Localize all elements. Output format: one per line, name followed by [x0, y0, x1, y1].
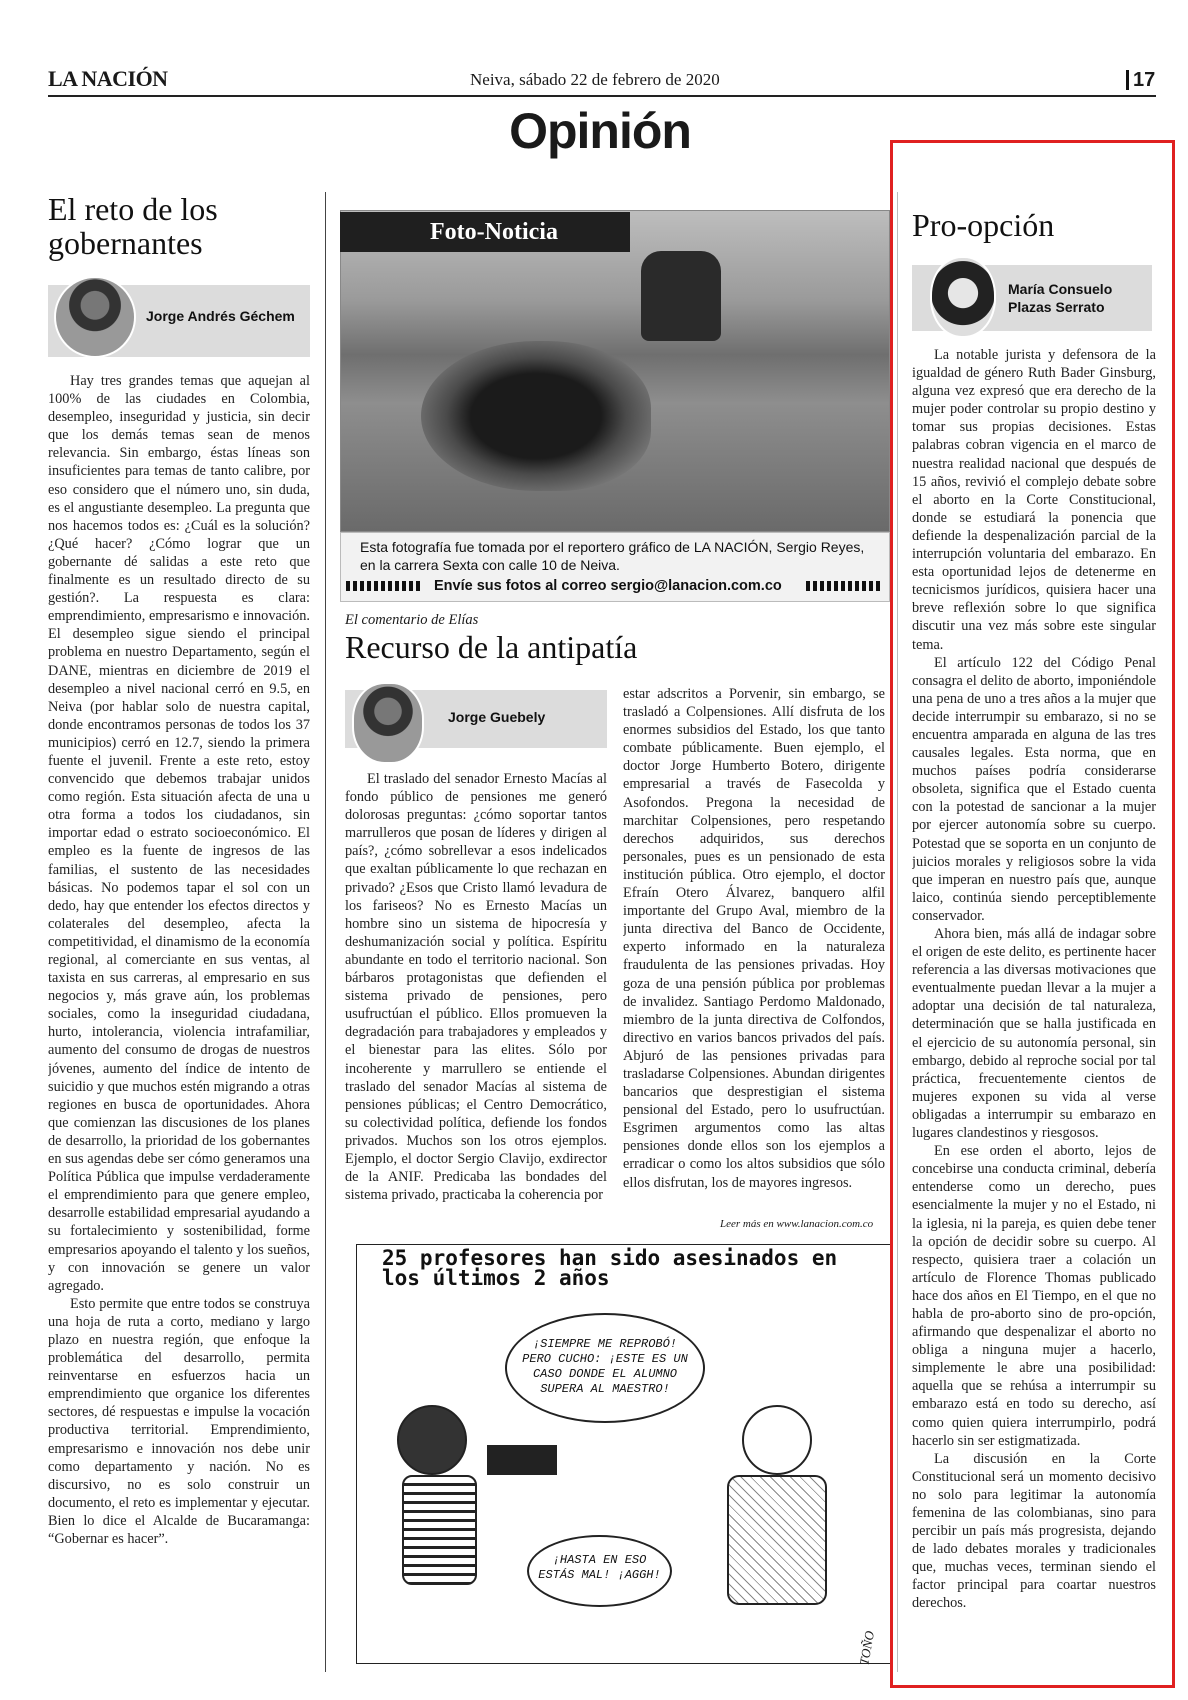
right-paragraph-4: En ese orden el aborto, lejos de concebirse una conducta criminal, debería entenderse como un derecho, pues esencialmente la mujer y no el Estado, ni la iglesia, ni la pareja, es quien debe tener la opción de decidir sobre su cuerpo. Al respecto, quisiera traer a colación un artículo de Florence Thomas publicado hace dos años en El Tiempo, en el que no habla de pro-aborto sino de pro-opción, afirmando que despenalizar el aborto no obliga a ninguna mujer a hacerlo, simplemente le abre una posibilidad: aquella que se rehúsa a interrumpir su embarazo está en todo su derecho, así como quien quiera interrumpirlo, podrá hacerlo sin ser estigmatizada.	[912, 1143, 1156, 1449]
red-highlight-frame	[890, 140, 1175, 1688]
middle-article-col2: estar adscritos a Porvenir, sin embargo, se trasladó a Colpensiones. Allí disfruta de los enormes subsidios del Estado, los que tanto combate públicamente. Buen ejemplo, el doctor Jorge Humberto Botero, dirigente empresarial a través de Fasecolda y Asofondos. Pregona la necesidad de marchitar Colpensiones, pero respetando derechos adquiridos, sus derechos personales, pues es un pensionado de esta institución pública. Otro ejemplo, el doctor Efraín Otero Álvarez, banquero alfil importante del Grupo Aval, miembro de la junta directiva del Banco de Occidente, experto informado en la naturaleza fraudulenta de las pensiones privadas. Hoy goza de una pensión pública por problemas de invalidez. Santiago Perdomo Maldonado, miembro de la junta directiva de Colfondos, directivo en varios bancos privados del país. Abjuró de las pensiones privadas para trasladarse Colpensiones. Abundan dirigentes bancarios que desprestigian el sistema pensional del Estado, pero lo usufructúan. Esgrimen argumentos como las altas pensiones donde ellos son los ejemplos a erradicar o como los altos subsidios que sólo ellos disfrutan, los de mayores ingresos.	[623, 686, 885, 1191]
right-paragraph-5: La discusión en la Corte Constitucional será un momento decisivo no solo para legitimar la autonomía femenina de las colombianas, sino para percibir un país más progresista, dejando de lado debates morales y tradicionales que, muchas veces, terminan siendo el factor principal para coartar nuestros derechos.	[912, 1450, 1156, 1612]
dateline: Neiva, sábado 22 de febrero de 2020	[470, 70, 720, 89]
right-author-name: María Consuelo Plazas Serrato	[1008, 281, 1113, 315]
header-rule	[48, 95, 1156, 97]
photo-email-text: Envíe sus fotos al correo sergio@lanacion.com.co	[434, 578, 782, 594]
middle-kicker: El comentario de Elías	[345, 612, 479, 628]
decorative-dots-right	[806, 581, 881, 591]
foto-noticia-photo	[340, 210, 890, 532]
pothole-shape	[421, 341, 651, 491]
cartoon-title: 25 profesores han sido asesinados en los últimos 2 años	[382, 1246, 838, 1290]
teacher-head-figure	[742, 1405, 812, 1475]
page-number: 17	[1126, 70, 1155, 90]
left-author-name: Jorge Andrés Géchem	[146, 308, 295, 324]
photo-email-row	[346, 578, 886, 598]
middle-author-avatar	[352, 682, 424, 764]
teacher-body-figure	[727, 1475, 827, 1605]
right-paragraph-2: El artículo 122 del Código Penal consagra el delito de aborto, imponiéndole una pena de uno a tres años a la mujer que decide interrumpir su embarazo, si no se encuentra amparada en alguna de las tres causales legales. Esta norma, que en muchos países podría considerarse obsoleta, significa que el Estado cuenta con la potestad de sancionar a la mujer por ejercer autonomía sobre su cuerpo. Potestad que se soporta en un conjunto de juicios morales y religiosos sobre la vida que imperan en nuestro país que, aunque laico, continúa siendo perceptiblemente conservador.	[912, 654, 1156, 924]
cartoon-bubble-bottom: ¡HASTA EN ESO ESTÁS MAL! ¡AGGH!	[527, 1535, 672, 1607]
left-paragraph-2: Esto permite que entre todos se construya una hoja de ruta a corto, mediano y largo plazo en nuestra región, que enfoque la problemática del desarrollo, permita reinventarse en esfuerzos hacia un emprendimiento que organice los diferentes sectores, dé respuestas e impulse la vocación productiva territorial. Emprendimiento, empresarismo e innovación nos debe unir como departamento y nación. No es discursivo, no es solo construir un documento, el reto es implementar y ejecutar. Bien lo dice el Alcalde de Bucaramanga: “Gobernar es hacer”.	[48, 1295, 310, 1547]
cartoonist-signature: TOÑO	[856, 1629, 878, 1667]
left-author-avatar	[54, 276, 136, 358]
middle-article-col1: El traslado del senador Ernesto Macías al fondo público de pensiones me generó dolorosas preguntas: ¿cómo soportar tantos marrulleros que posan de líderes y dirigen al país?, ¿cómo sobrellevar a esos indelicados que exaltan públicamente lo que rechazan en privado? ¿Esos que Cristo llamó levadura de los fariseos? No es Ernesto Macías un hombre sino un sistema de hipocresía y deshumanización social y política. Espíritu abundante en todo el territorio nacional. Son bárbaros protagonistas que defienden el sistema privado de pensiones, pero usufructúan el público. Ellos promueven la degradación para trabajadores y empleados y el bienestar para las elites. Sólo por incoherente y marrullero se entiende el traslado del senador Macías al sistema de pensiones públicas; el Centro Democrático, su colectividad política, defiende los fondos privados. Muchos son los otros ejemplos. Ejemplo, el doctor Sergio Clavijo, exdirector de la ANIF. Predicaba las bondades del sistema privado, practicaba la coherencia por	[345, 771, 607, 1204]
left-article-headline: El reto de los gobernantes	[48, 191, 218, 261]
right-paragraph-1: La notable jurista y defensora de la igualdad de género Ruth Bader Ginsburg, alguna vez expresó que era derecho de la mujer poder controlar su propio destino y tomar sus propias decisiones. Estas palabras cobran vigencia en el marco de nuestra realidad nacional que después de 15 años, revivió el complejo debate sobre el aborto en la Corte Constitucional, donde se estudiará la ponencia que defiende la despenalización parcial de la interrupción voluntaria del embarazo. En esta oportunidad lejos de detenerme en tecnicismos jurídicos, quisiera hacer una breve reflexión sobre lo que significa discutir una vez más sobre este singular tema.	[912, 347, 1156, 653]
section-title: Opinión	[509, 103, 691, 159]
middle-author-name: Jorge Guebely	[448, 709, 546, 725]
right-paragraph-3: Ahora bien, más allá de indagar sobre el origen de este delito, es pertinente hacer referencia a las diversas motivaciones que eventualmente puedan llevar a la mujer a adoptar una decisión de tal naturaleza, determinación que se halla justificada en el ejercicio de su autonomía personal, sin embargo, debido al reproche social por tal práctica, frecuentemente cientos de mujeres exponen su vida al verse obligadas a interrumpir su embarazo en lugares clandestinos y riesgosos.	[912, 926, 1156, 1142]
photo-caption: Esta fotografía fue tomada por el reportero gráfico de LA NACIÓN, Sergio Reyes, en la carrera Sexta con calle 10 de Neiva.	[360, 539, 865, 573]
cartoon-bubble-top: ¡SIEMPRE ME REPROBÓ! PERO CUCHO: ¡ESTE ES UN CASO DONDE EL ALUMNO SUPERA AL MAESTRO!	[505, 1313, 705, 1423]
read-more-link[interactable]: Leer más en www.lanacion.com.co	[720, 1218, 874, 1230]
left-paragraph-1: Hay tres grandes temas que aquejan al 100% de las ciudades en Colombia, desempleo, inseguridad y justicia, sin decir que los demás temas sean de menos relevancia. Sin embargo, éstas líneas son insuficientes para temas de tanto calibre, por eso considero que el número uno, sin duda, es el angustiante desempleo. La pregunta que nos hacemos todos es: ¿Cuál es la solución? ¿Qué hacer? ¿Cómo lograr que un gobernante dé salidas a este reto que finalmente es un resultado directo de su gestión?. La respuesta es clara: emprendimiento, empresarismo e innovación. El desempleo sigue siendo el principal problema en nuestro Departamento, según el DANE, mientras en diciembre de 2019 el desempleo a nivel nacional cerró en 9.5, en Neiva (por hablar solo de nuestra capital, donde encontramos personas de todos los 37 municipios) cerró en 12.7, siendo la primera fuente el juvenil. Frente a este reto, estoy convencido que debemos trabajar unidos como región. Esta situación afecta de una u otra forma a todos los ciudadanos, sin importar edad o estrato socioeconómico. El empleo es la fuente de ingresos de las familias, el sustento de las necesidades básicas. No podemos tapar el sol con un dedo, hay que entender los efectos directos y colaterales del desempleo, afecta la competitividad, el dinamismo de la economía regional, al comerciante en sus ventas, al taxista en sus carreras, al empresario en sus negocios y, más grave aún, los problemas sociales, como la inseguridad ciudadana, hurto, intolerancia, violencia intrafamiliar, aumento del consumo de drogas de nuestros jóvenes, aumento del índice de intento de suicidio y que muchos estén migrando a otras regiones en busca de oportunidades. Ahora que comienzan las discusiones de los planes de desarrollo, la prioridad de los gobernantes en sus agendas debe ser cómo generamos una Política Pública que impulse verdaderamente el emprendimiento para que genere empleo, desarrolle estabilidad empresarial ayudando a su fortalecimiento y sostenibilidad, forme empresarios apoyando el talento y los sueños, y con innovación se genere un valor agregado.	[48, 373, 310, 1294]
right-article-headline: Pro-opción	[912, 207, 1055, 243]
motorcycle-shape	[641, 251, 721, 341]
skull-helmet-figure	[397, 1405, 467, 1475]
foto-noticia-label: Foto-Noticia	[340, 212, 630, 252]
gunman-striped-body	[402, 1475, 477, 1585]
middle-article-headline: Recurso de la antipatía	[345, 629, 638, 665]
masthead-logo: LA NACIÓN	[48, 66, 168, 91]
gun-shape	[487, 1445, 557, 1475]
column-rule-left	[325, 192, 326, 1672]
decorative-dots-left	[346, 581, 421, 591]
left-article-body	[48, 372, 310, 1667]
editorial-cartoon	[356, 1244, 891, 1664]
